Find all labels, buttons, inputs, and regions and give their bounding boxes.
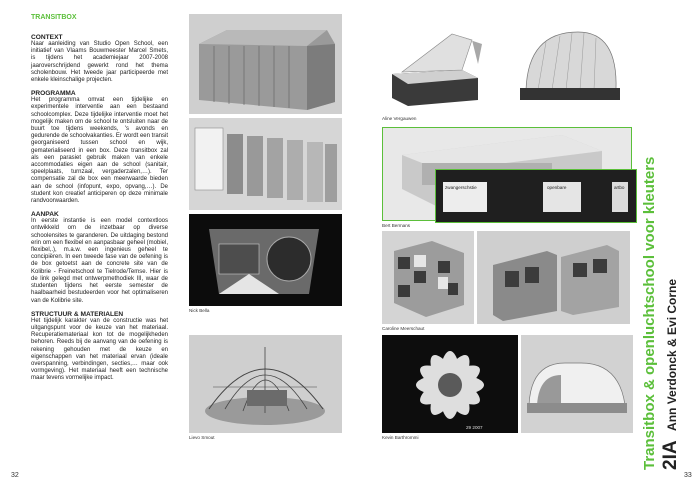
- section-body-aanpak: In eerste instantie is een model contextloos ontwikkeld om de inzetbaar op diverse schoolensites te garanderen. De uitdaging bestond erin om een flexibel en aanpasbaar geheel (mobiel, flexibel,.), m.a.w. een ingenieus geheel te concipiëren. In een tweede fase van de oefening is de box getoetst aan de concrete site van de Kolibrie - Freinetschool te Tielrode/Temse. Hier is de link gelegd met ontwerpmethodiek III, waar de studenten tijdens het eerste semester de haalbaarheid bestudeerden voor het optimaliseren van de Kolibrie site.: [31, 218, 168, 304]
- photo-stamp: 29 2007: [466, 425, 483, 430]
- panel-text-a: zwangerschstie: [445, 185, 477, 190]
- panel-text-c: artbo: [614, 185, 625, 190]
- side-title: [640, 157, 682, 470]
- side-title-code: 2IA: [660, 440, 681, 470]
- photo-wing-model: [477, 231, 630, 324]
- photo-pavilion: [521, 335, 633, 433]
- caption-aline: Aline Vergauwen: [382, 116, 417, 121]
- section-body-structuur: Het tijdelijk karakter van de constructie was het uitgangspunt voor de keuze van het materiaal. Recuperatiemateriaal kon tot de mogelijkheden behoren. Reeds bij de aanvang van de oefening is rekening gehouden met de keuze en eigenschappen van het materiaal ervan (ideale overspanning, verbindingen, secties,… maar ook vormgeving). Het materiaal heeft een technische maar tevens vormelijke impact.: [31, 317, 168, 382]
- section-body-context: Naar aanleiding van Studio Open School, een initiatief van Vlaams Bouwmeester Marcel Smets, is tijdens het academiejaar 2007-2008 jaaroverschrijdend gewerkt rond het thema scholenbouw. Het tweede jaar participeerde met enkele kleinschalige projecten.: [31, 41, 168, 84]
- page-number-left: 32: [11, 472, 19, 479]
- side-title-line2: [660, 157, 682, 470]
- caption-kevin: Kevin Barthrommi: [382, 435, 419, 440]
- caption-bert: Bert Bermans: [382, 223, 411, 228]
- caption-lievo: Lievo Smout: [189, 435, 215, 440]
- photo-fan-model: [382, 335, 518, 433]
- panel-text-b: openbare: [547, 185, 567, 190]
- photo-box-model: [189, 14, 342, 114]
- text-column: [31, 34, 168, 389]
- photo-rolled-box: [508, 14, 630, 114]
- page-number-right: 33: [684, 472, 692, 479]
- photo-wire-dome: [189, 335, 342, 433]
- kicker: TRANSITBOX: [31, 14, 77, 21]
- side-title-anchor: [640, 156, 700, 471]
- section-body-programma: Het programma omvat een tijdelijke en experimentele interventie aan een bestaand schoolcomplex. Deze tijdelijke interventie moet het mogelijk maken om de school te ontsluiten naar de buurt toe tijdens weekends, 's avonds en gedurende de schoolvakanties. Er wordt een transit georganiseerd tussen school en wijk, gematerialiseerd in een box. Deze transitbox zal als een parasiet gebruik maken van enkele accommodaties eigen aan de school (sanitair, speelplaats, turnzaal, vergaderzalen,…). Ter compensatie zal de box een meerwaarde bieden aan de school (infopunt, expo, opvang,…). De student kon creatief anticiperen op deze minimale randvoorwaarden.: [31, 97, 168, 205]
- section-title-context: CONTEXT: [31, 34, 63, 41]
- photo-open-box: [382, 14, 506, 114]
- section-title-programma: PROGRAMMA: [31, 90, 76, 98]
- photo-box-panels: [189, 118, 342, 210]
- side-title-authors: Ann Verdonck & Evi Corne: [665, 278, 679, 431]
- caption-caroline: Caroline Meerschaut: [382, 326, 425, 331]
- caption-nick: Nick Bella: [189, 308, 210, 313]
- section-title-structuur: STRUCTUUR & MATERIALEN: [31, 310, 124, 318]
- section-title-aanpak: AANPAK: [31, 211, 59, 219]
- side-title-green: Transitbox & openluchtschool voor kleuters: [641, 156, 658, 470]
- right-page: [350, 0, 700, 495]
- photo-render-dark: [189, 214, 342, 306]
- photo-cube-model: [382, 231, 474, 324]
